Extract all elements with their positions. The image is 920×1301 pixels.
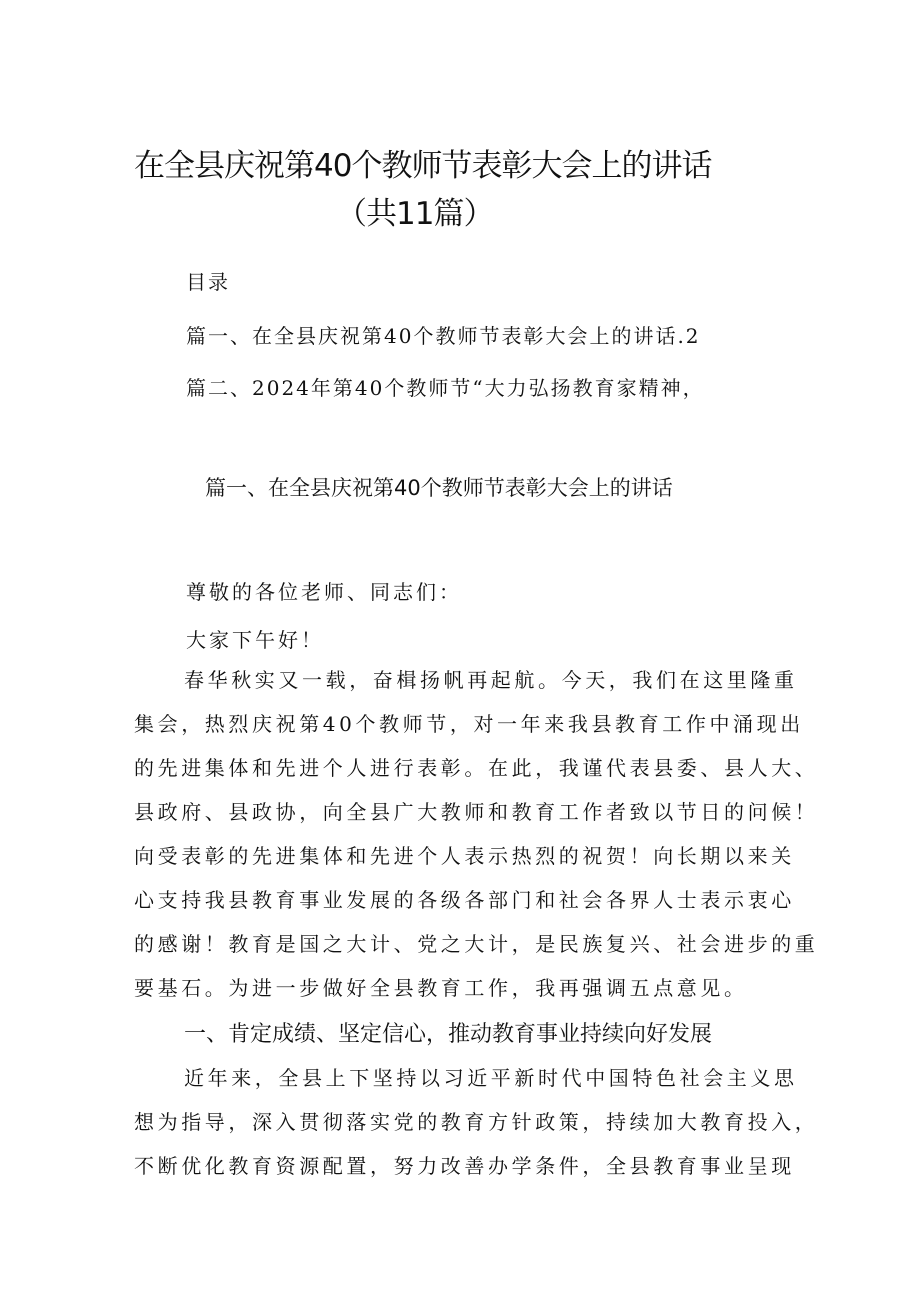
paragraph-line: 向受表彰的先进集体和先进个人表示热烈的祝贺！向长期以来关 xyxy=(134,844,795,868)
paragraph-line: 不断优化教育资源配置，努力改善办学条件，全县教育事业呈现 xyxy=(134,1154,795,1178)
paragraph-line: 心支持我县教育事业发展的各级各部门和社会各界人士表示衷心 xyxy=(134,888,795,912)
paragraph-line: 的感谢！教育是国之大计、党之大计，是民族复兴、社会进步的重 xyxy=(134,932,819,956)
document-title-line-2: （共11篇） xyxy=(336,196,494,232)
section-heading: 一、肯定成绩、坚定信心，推动教育事业持续向好发展 xyxy=(184,1022,713,1047)
paragraph-line: 近年来，全县上下坚持以习近平新时代中国特色社会主义思 xyxy=(184,1066,798,1090)
toc-item[interactable]: 篇一、在全县庆祝第40个教师节表彰大会上的讲话.2 xyxy=(186,324,701,348)
paragraph-line: 县政府、县政协，向全县广大教师和教育工作者致以节日的问候！ xyxy=(134,800,819,824)
toc-label: 目录 xyxy=(186,270,230,294)
section-title: 篇一、在全县庆祝第40个教师节表彰大会上的讲话 xyxy=(205,476,673,500)
salutation: 尊敬的各位老师、同志们： xyxy=(186,580,462,604)
toc-item[interactable]: 篇二、2024年第40个教师节“大力弘扬教育家精神， xyxy=(186,376,705,400)
greeting: 大家下午好！ xyxy=(186,628,324,652)
paragraph-line: 想为指导，深入贯彻落实党的教育方针政策，持续加大教育投入， xyxy=(134,1110,819,1134)
paragraph-line: 的先进集体和先进个人进行表彰。在此，我谨代表县委、县人大、 xyxy=(134,756,819,780)
document-title-line-1: 在全县庆祝第40个教师节表彰大会上的讲话 xyxy=(134,148,712,184)
paragraph-line: 春华秋实又一载，奋楫扬帆再起航。今天，我们在这里隆重 xyxy=(184,668,798,692)
paragraph-line: 集会，热烈庆祝第40个教师节，对一年来我县教育工作中涌现出 xyxy=(134,712,804,736)
paragraph-line: 要基石。为进一步做好全县教育工作，我再强调五点意见。 xyxy=(134,976,748,1000)
